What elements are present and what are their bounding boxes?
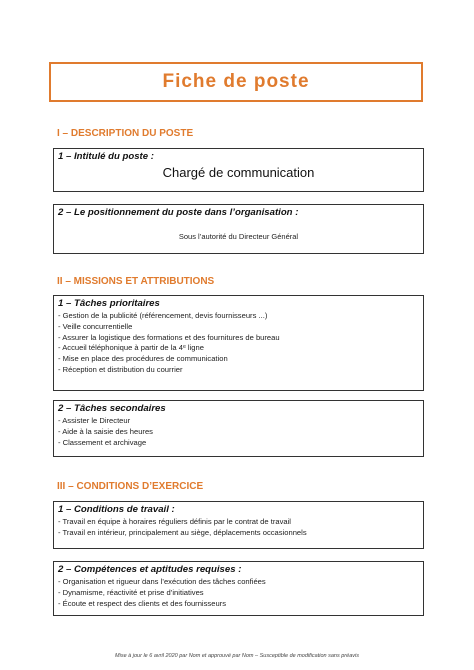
- box-title-job-title: 1 – Intitulé du poste :: [58, 151, 154, 162]
- box-skills: [53, 561, 424, 616]
- box-title-secondary-tasks: 2 – Tâches secondaires: [58, 403, 166, 414]
- page-title: Fiche de poste: [162, 71, 310, 92]
- list-item: - Accueil téléphonique à partir de la 4ᵉ ligne: [58, 343, 204, 353]
- list-item: - Réception et distribution du courrier: [58, 364, 183, 374]
- secondary-tasks-list: [58, 416, 153, 448]
- job-title-value: Chargé de communication: [162, 165, 315, 180]
- box-secondary-tasks: [53, 400, 424, 457]
- list-item: - Classement et archivage: [58, 437, 147, 447]
- list-item: - Travail en intérieur, principalement au siège, déplacements occasionnels: [58, 527, 307, 537]
- footer-note: Mise à jour le 6 avril 2020 par Nom et approuvé par Nom – Susceptible de modification sans préavis: [115, 653, 359, 659]
- list-item: - Travail en équipe à horaires réguliers définis par le contrat de travail: [58, 517, 291, 526]
- box-title-positioning: 2 – Le positionnement du poste dans l’organisation :: [58, 207, 299, 218]
- box-job-title: [53, 148, 424, 192]
- list-item: - Écoute et respect des clients et des fournisseurs: [58, 598, 226, 608]
- box-work-conditions: [53, 501, 424, 549]
- list-item: - Dynamisme, réactivité et prise d’initiatives: [58, 587, 204, 597]
- work-conditions-list: [58, 517, 307, 539]
- priority-tasks-list: [58, 311, 280, 376]
- section-heading-conditions: III – CONDITIONS D’EXERCICE: [57, 481, 204, 492]
- positioning-value: Sous l’autorité du Directeur Général: [178, 232, 299, 241]
- section-heading-description: I – DESCRIPTION DU POSTE: [57, 128, 194, 139]
- title-box: [49, 62, 423, 102]
- section-heading-missions: II – MISSIONS ET ATTRIBUTIONS: [57, 276, 215, 287]
- list-item: - Assurer la logistique des formations et des fournitures de bureau: [58, 332, 280, 342]
- list-item: - Mise en place des procédures de communication: [58, 354, 228, 364]
- box-title-skills: 2 – Compétences et aptitudes requises :: [58, 564, 242, 575]
- skills-list: [58, 577, 266, 609]
- box-positioning: [53, 204, 424, 254]
- list-item: - Veille concurrentielle: [58, 321, 133, 331]
- list-item: - Assister le Directeur: [58, 416, 131, 425]
- box-title-work-conditions: 1 – Conditions de travail :: [58, 504, 175, 515]
- box-priority-tasks: [53, 295, 424, 391]
- box-title-priority-tasks: 1 – Tâches prioritaires: [58, 298, 160, 309]
- list-item: - Gestion de la publicité (référencement, devis fournisseurs ...): [58, 311, 268, 320]
- list-item: - Aide à la saisie des heures: [58, 426, 153, 436]
- list-item: - Organisation et rigueur dans l’exécution des tâches confiées: [58, 577, 266, 586]
